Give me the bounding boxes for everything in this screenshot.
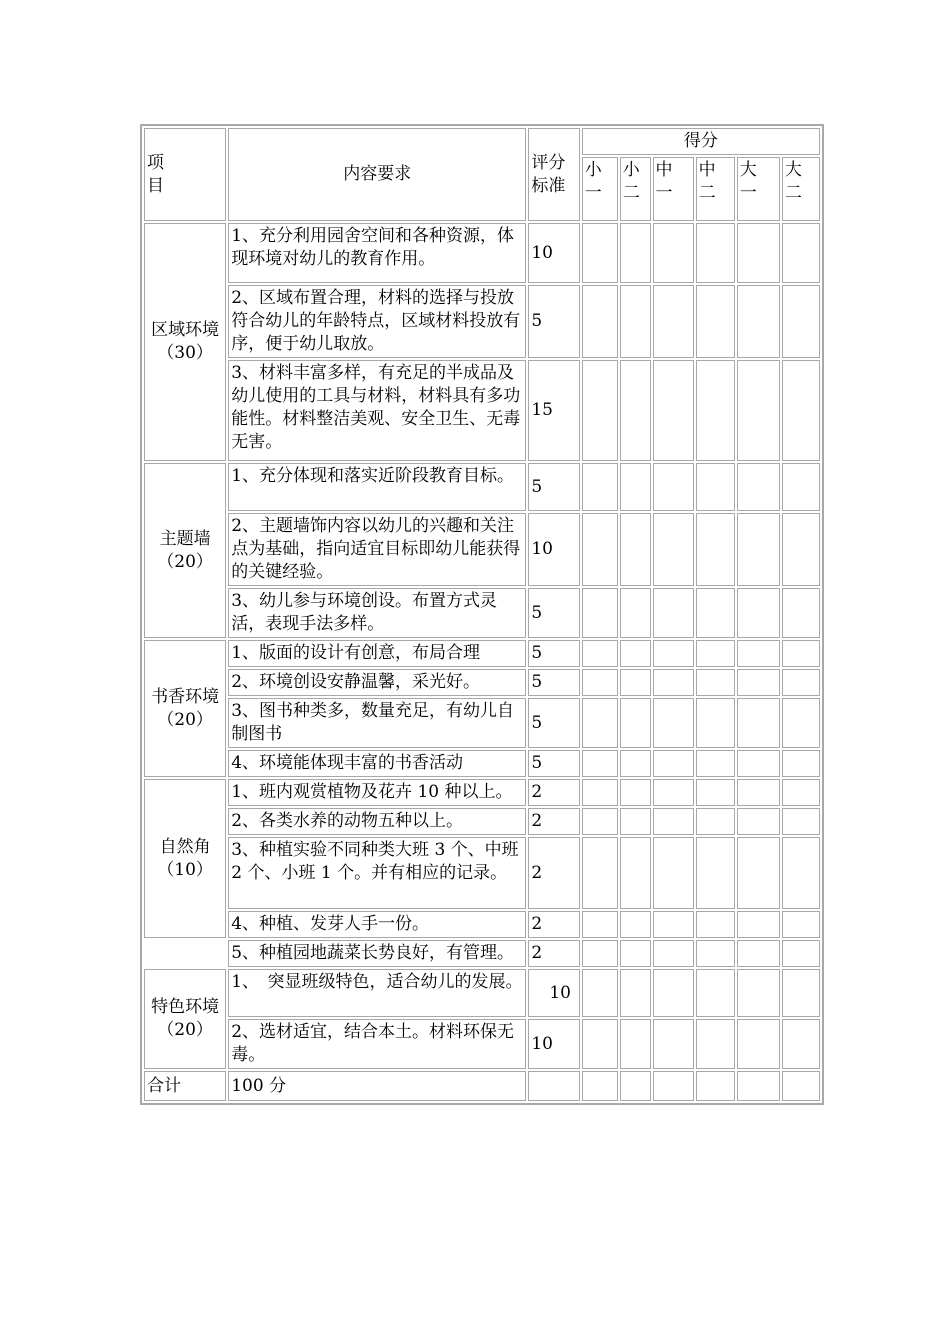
score-input-cell[interactable] <box>582 588 618 638</box>
header-score: 得分 <box>582 128 820 155</box>
score-input-cell[interactable] <box>737 1019 780 1069</box>
criterion-text: 2、主题墙饰内容以幼儿的兴趣和关注点为基础，指向适宜目标即幼儿能获得的关键经验。 <box>228 513 526 586</box>
score-input-cell[interactable] <box>696 285 735 358</box>
points-cell: 2 <box>528 779 579 806</box>
criterion-text: 1、充分体现和落实近阶段教育目标。 <box>228 463 526 511</box>
points-cell: 5 <box>528 285 579 358</box>
criterion-text: 1、版面的设计有创意，布局合理 <box>228 640 526 667</box>
category-cell: 自然角 （10） <box>144 779 226 938</box>
score-input-cell[interactable] <box>782 285 820 358</box>
score-input-cell[interactable] <box>653 223 694 283</box>
score-input-cell[interactable] <box>737 1071 780 1101</box>
grade-header: 大 二 <box>782 157 820 221</box>
total-value: 100 分 <box>228 1071 526 1101</box>
score-input-cell[interactable] <box>582 779 618 806</box>
criteria-row <box>144 669 820 696</box>
grade-header: 小 二 <box>620 157 651 221</box>
criterion-text: 3、材料丰富多样，有充足的半成品及幼儿使用的工具与材料，材料具有多功能性。材料整洁美观、安全卫生、无毒无害。 <box>228 360 526 461</box>
score-input-cell[interactable] <box>696 588 735 638</box>
criteria-row <box>144 223 820 283</box>
score-input-cell[interactable] <box>782 223 820 283</box>
score-input-cell[interactable] <box>696 808 735 835</box>
grade-header: 小 一 <box>582 157 618 221</box>
criterion-text: 3、种植实验不同种类大班 3 个、中班 2 个、小班 1 个。并有相应的记录。 <box>228 837 526 909</box>
criteria-row <box>144 588 820 638</box>
score-input-cell[interactable] <box>582 360 618 461</box>
score-input-cell[interactable] <box>620 750 651 777</box>
points-cell: 10 <box>528 969 579 1017</box>
score-input-cell[interactable] <box>696 969 735 1017</box>
criteria-row <box>144 750 820 777</box>
score-input-cell[interactable] <box>582 698 618 748</box>
score-input-cell[interactable] <box>782 640 820 667</box>
criterion-text: 2、区域布置合理，材料的选择与投放符合幼儿的年龄特点，区域材料投放有序，便于幼儿取放。 <box>228 285 526 358</box>
criteria-row <box>144 513 820 586</box>
score-input-cell[interactable] <box>582 1071 618 1101</box>
score-input-cell[interactable] <box>782 463 820 511</box>
score-input-cell[interactable] <box>782 513 820 586</box>
score-input-cell[interactable] <box>782 808 820 835</box>
points-cell: 5 <box>528 698 579 748</box>
criteria-row <box>144 285 820 358</box>
score-input-cell[interactable] <box>782 669 820 696</box>
grade-header: 大 一 <box>737 157 780 221</box>
score-input-cell[interactable] <box>582 223 618 283</box>
category-cell: 书香环境 （20） <box>144 640 226 777</box>
score-input-cell[interactable] <box>582 837 618 909</box>
score-input-cell[interactable] <box>620 588 651 638</box>
score-input-cell[interactable] <box>653 750 694 777</box>
points-cell: 5 <box>528 588 579 638</box>
score-input-cell[interactable] <box>782 750 820 777</box>
score-input-cell[interactable] <box>620 808 651 835</box>
score-input-cell[interactable] <box>620 969 651 1017</box>
score-input-cell[interactable] <box>653 779 694 806</box>
score-input-cell[interactable] <box>696 750 735 777</box>
score-input-cell[interactable] <box>528 1071 579 1101</box>
score-input-cell[interactable] <box>737 779 780 806</box>
score-input-cell[interactable] <box>620 463 651 511</box>
score-input-cell[interactable] <box>582 911 618 938</box>
score-input-cell[interactable] <box>782 940 820 967</box>
score-input-cell[interactable] <box>782 837 820 909</box>
score-input-cell[interactable] <box>653 969 694 1017</box>
criterion-text: 4、环境能体现丰富的书香活动 <box>228 750 526 777</box>
score-input-cell[interactable] <box>696 223 735 283</box>
points-cell: 10 <box>528 1019 579 1069</box>
score-input-cell[interactable] <box>696 779 735 806</box>
criteria-row <box>144 911 820 938</box>
score-input-cell[interactable] <box>696 911 735 938</box>
criteria-row <box>144 640 820 667</box>
points-cell: 5 <box>528 669 579 696</box>
criteria-row <box>144 837 820 909</box>
score-input-cell[interactable] <box>653 698 694 748</box>
score-input-cell[interactable] <box>737 911 780 938</box>
score-input-cell[interactable] <box>782 969 820 1017</box>
header-standard: 评分 标准 <box>528 128 579 221</box>
points-cell: 2 <box>528 837 579 909</box>
score-input-cell[interactable] <box>620 669 651 696</box>
criteria-row <box>144 698 820 748</box>
score-input-cell[interactable] <box>696 640 735 667</box>
score-input-cell[interactable] <box>696 698 735 748</box>
criteria-row <box>144 360 820 461</box>
score-input-cell[interactable] <box>737 640 780 667</box>
criteria-row <box>144 463 820 511</box>
criterion-text: 2、各类水养的动物五种以上。 <box>228 808 526 835</box>
score-input-cell[interactable] <box>582 640 618 667</box>
criterion-text: 2、选材适宜，结合本土。材料环保无毒。 <box>228 1019 526 1069</box>
score-input-cell[interactable] <box>737 969 780 1017</box>
empty-cell <box>144 940 226 967</box>
score-input-cell[interactable] <box>582 808 618 835</box>
score-input-cell[interactable] <box>582 463 618 511</box>
criterion-text: 5、种植园地蔬菜长势良好，有管理。 <box>228 940 526 967</box>
score-input-cell[interactable] <box>737 360 780 461</box>
score-input-cell[interactable] <box>620 1019 651 1069</box>
points-cell: 10 <box>528 223 579 283</box>
points-cell: 5 <box>528 463 579 511</box>
criterion-text: 4、种植、发芽人手一份。 <box>228 911 526 938</box>
score-input-cell[interactable] <box>737 940 780 967</box>
score-input-cell[interactable] <box>737 463 780 511</box>
score-input-cell[interactable] <box>696 837 735 909</box>
score-input-cell[interactable] <box>782 1019 820 1069</box>
score-input-cell[interactable] <box>653 588 694 638</box>
header-item: 项 目 <box>144 128 226 221</box>
score-input-cell[interactable] <box>582 285 618 358</box>
score-input-cell[interactable] <box>620 640 651 667</box>
score-input-cell[interactable] <box>582 669 618 696</box>
total-label: 合计 <box>144 1071 226 1101</box>
criteria-row <box>144 940 820 967</box>
score-input-cell[interactable] <box>653 1019 694 1069</box>
score-input-cell[interactable] <box>782 779 820 806</box>
score-input-cell[interactable] <box>737 808 780 835</box>
score-input-cell[interactable] <box>653 640 694 667</box>
score-input-cell[interactable] <box>782 588 820 638</box>
score-input-cell[interactable] <box>737 588 780 638</box>
score-input-cell[interactable] <box>737 750 780 777</box>
points-cell: 5 <box>528 750 579 777</box>
criterion-text: 1、班内观赏植物及花卉 10 种以上。 <box>228 779 526 806</box>
score-input-cell[interactable] <box>696 360 735 461</box>
score-input-cell[interactable] <box>620 285 651 358</box>
points-cell: 10 <box>528 513 579 586</box>
score-input-cell[interactable] <box>696 669 735 696</box>
criterion-text: 2、环境创设安静温馨，采光好。 <box>228 669 526 696</box>
criterion-text: 1、充分利用园舍空间和各种资源，体现环境对幼儿的教育作用。 <box>228 223 526 283</box>
grade-header: 中 二 <box>696 157 735 221</box>
score-input-cell[interactable] <box>620 698 651 748</box>
score-input-cell[interactable] <box>653 513 694 586</box>
points-cell: 5 <box>528 640 579 667</box>
score-input-cell[interactable] <box>653 1071 694 1101</box>
score-input-cell[interactable] <box>653 837 694 909</box>
points-cell: 2 <box>528 940 579 967</box>
score-input-cell[interactable] <box>782 911 820 938</box>
score-input-cell[interactable] <box>620 940 651 967</box>
score-input-cell[interactable] <box>620 223 651 283</box>
category-cell: 主题墙 （20） <box>144 463 226 638</box>
score-input-cell[interactable] <box>620 360 651 461</box>
points-cell: 2 <box>528 808 579 835</box>
score-input-cell[interactable] <box>696 463 735 511</box>
score-input-cell[interactable] <box>653 940 694 967</box>
points-cell: 15 <box>528 360 579 461</box>
score-input-cell[interactable] <box>737 513 780 586</box>
criteria-row <box>144 969 820 1017</box>
score-input-cell[interactable] <box>653 463 694 511</box>
criteria-row <box>144 808 820 835</box>
score-input-cell[interactable] <box>737 285 780 358</box>
category-cell: 区域环境 （30） <box>144 223 226 461</box>
grade-header: 中 一 <box>653 157 694 221</box>
score-input-cell[interactable] <box>696 1071 735 1101</box>
score-input-cell[interactable] <box>582 969 618 1017</box>
score-input-cell[interactable] <box>620 837 651 909</box>
score-input-cell[interactable] <box>737 223 780 283</box>
criterion-text: 3、图书种类多，数量充足，有幼儿自制图书 <box>228 698 526 748</box>
score-input-cell[interactable] <box>696 513 735 586</box>
criteria-row <box>144 779 820 806</box>
total-row <box>144 1071 820 1101</box>
criterion-text: 1、 突显班级特色，适合幼儿的发展。 <box>228 969 526 1017</box>
points-cell: 2 <box>528 911 579 938</box>
header-row <box>144 128 820 155</box>
category-cell: 特色环境 （20） <box>144 969 226 1069</box>
score-input-cell[interactable] <box>696 940 735 967</box>
score-table <box>140 124 824 1105</box>
score-input-cell[interactable] <box>653 360 694 461</box>
score-input-cell[interactable] <box>653 911 694 938</box>
score-input-cell[interactable] <box>582 513 618 586</box>
score-input-cell[interactable] <box>582 750 618 777</box>
score-input-cell[interactable] <box>582 940 618 967</box>
score-input-cell[interactable] <box>782 698 820 748</box>
score-input-cell[interactable] <box>582 1019 618 1069</box>
score-input-cell[interactable] <box>737 698 780 748</box>
score-input-cell[interactable] <box>737 669 780 696</box>
criterion-text: 3、幼儿参与环境创设。布置方式灵活，表现手法多样。 <box>228 588 526 638</box>
score-input-cell[interactable] <box>696 1019 735 1069</box>
score-input-cell[interactable] <box>620 911 651 938</box>
score-input-cell[interactable] <box>782 1071 820 1101</box>
evaluation-sheet <box>140 124 824 1105</box>
score-input-cell[interactable] <box>653 808 694 835</box>
score-input-cell[interactable] <box>653 285 694 358</box>
score-input-cell[interactable] <box>620 1071 651 1101</box>
score-input-cell[interactable] <box>620 513 651 586</box>
score-input-cell[interactable] <box>782 360 820 461</box>
score-input-cell[interactable] <box>653 669 694 696</box>
score-input-cell[interactable] <box>620 779 651 806</box>
header-content: 内容要求 <box>228 128 526 221</box>
score-input-cell[interactable] <box>737 837 780 909</box>
criteria-row <box>144 1019 820 1069</box>
